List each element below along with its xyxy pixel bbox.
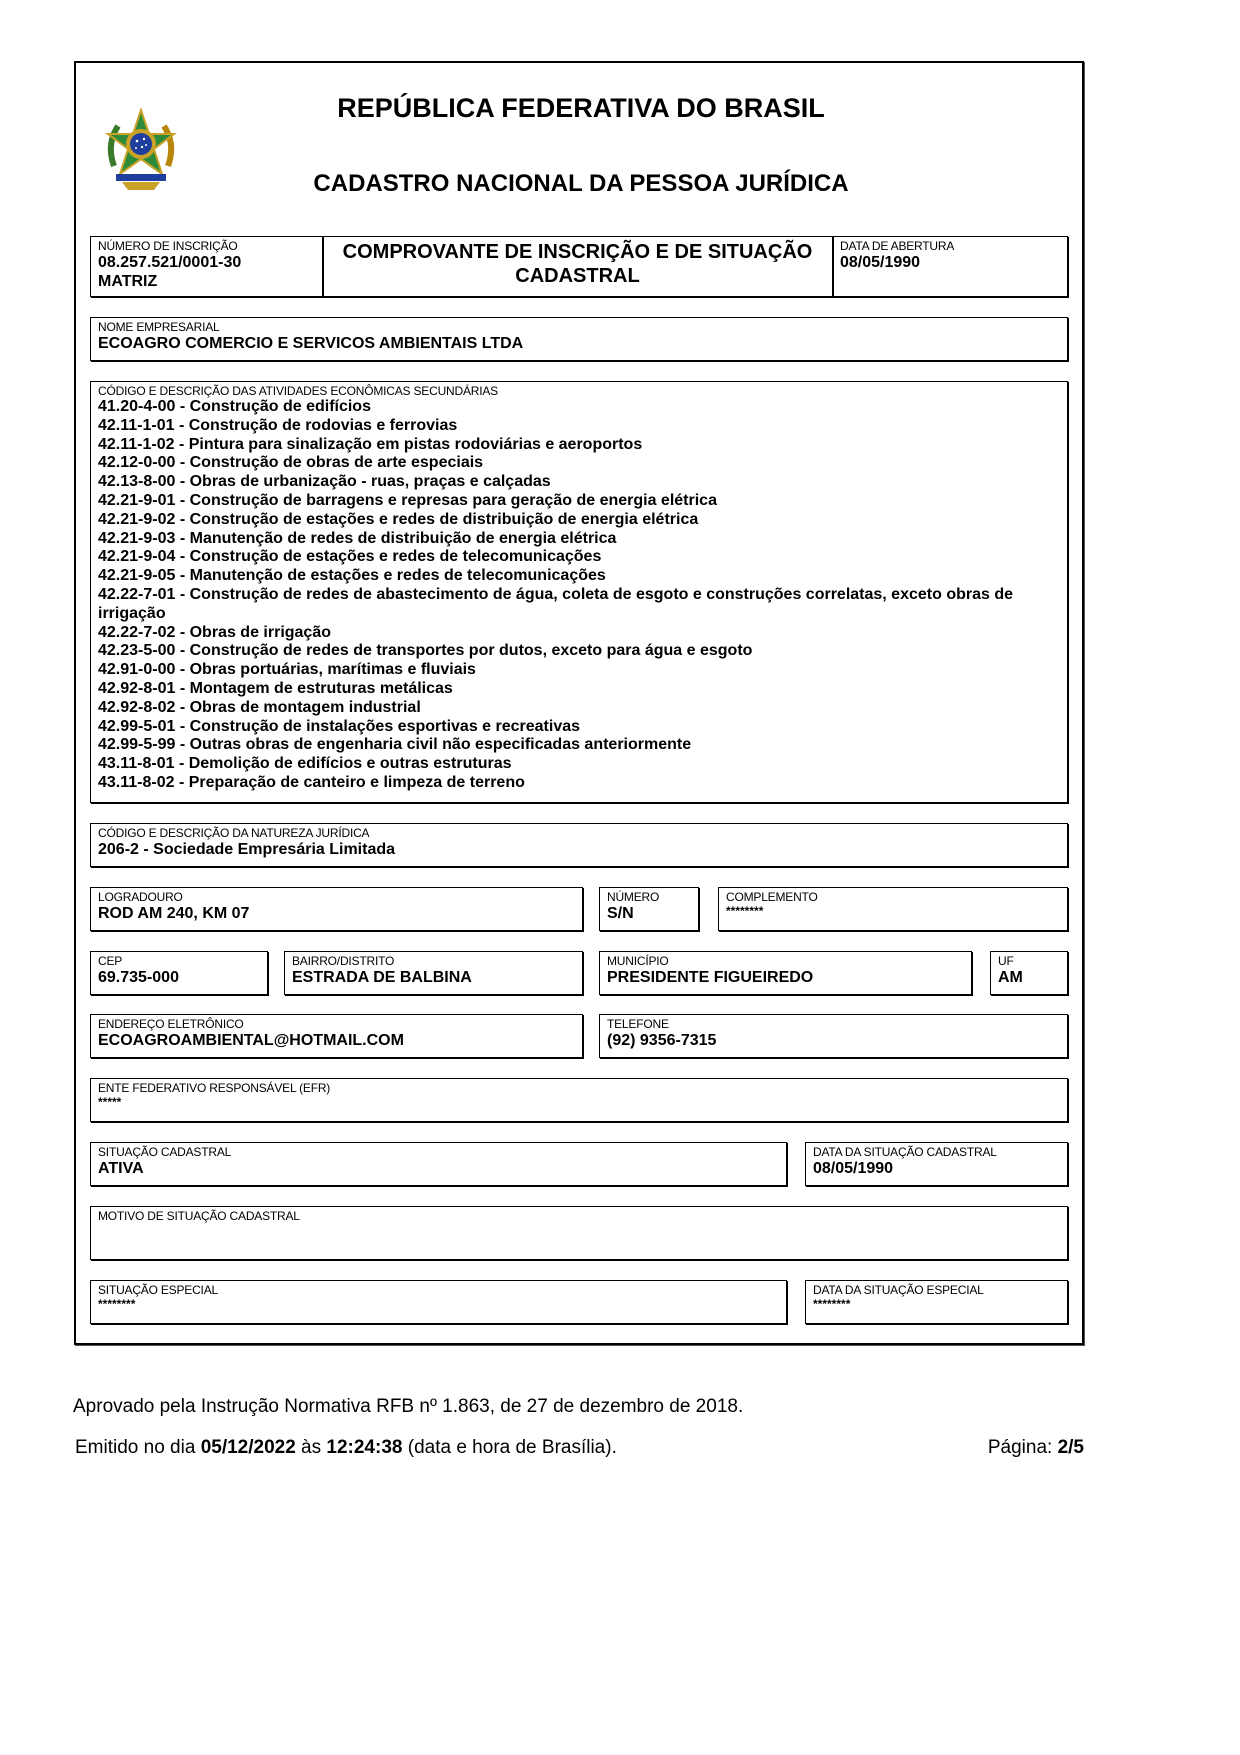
cep-value: 69.735-000 <box>98 969 179 986</box>
bairro-value: ESTRADA DE BALBINA <box>292 969 472 986</box>
logradouro-label: LOGRADOURO <box>98 890 183 904</box>
uf-value: AM <box>998 969 1023 986</box>
cep-box <box>90 951 268 995</box>
data-situacao-especial-box <box>805 1280 1068 1324</box>
nome-empresarial-value: ECOAGRO COMERCIO E SERVICOS AMBIENTAIS LTDA <box>98 335 524 352</box>
data-situacao-especial-value: ******** <box>813 1297 851 1311</box>
list-item: 42.11-1-02 - Pintura para sinalização em pistas rodoviárias e aeroportos <box>98 435 643 453</box>
emitido-data: 05/12/2022 <box>200 1437 296 1458</box>
municipio-label: MUNICÍPIO <box>607 954 669 968</box>
situacao-especial-box <box>90 1280 787 1324</box>
municipio-value: PRESIDENTE FIGUEIREDO <box>607 969 814 986</box>
cep-label: CEP <box>98 954 123 968</box>
list-item: 42.22-7-02 - Obras de irrigação <box>98 623 331 641</box>
emitido-hora: 12:24:38 <box>326 1437 403 1458</box>
situacao-cadastral-box <box>90 1142 787 1186</box>
list-item: 42.92-8-02 - Obras de montagem industrial <box>98 698 421 716</box>
footer-aprovado: Aprovado pela Instrução Normativa RFB nº 1.863, de 27 de dezembro de 2018. <box>73 1396 744 1417</box>
email-value: ECOAGROAMBIENTAL@HOTMAIL.COM <box>98 1032 404 1049</box>
document-frame <box>74 61 1084 1345</box>
list-item: 42.99-5-99 - Outras obras de engenharia civil não especificadas anteriormente <box>98 736 692 754</box>
motivo-situacao-box <box>90 1206 1068 1260</box>
inscricao-box <box>90 236 323 297</box>
natureza-juridica-box <box>90 823 1068 867</box>
page-title: REPÚBLICA FEDERATIVA DO BRASIL <box>337 93 825 123</box>
numero-label: NÚMERO <box>607 890 660 904</box>
list-item: 42.21-9-02 - Construção de estações e redes de distribuição de energia elétrica <box>98 510 699 528</box>
telefone-box <box>599 1014 1068 1058</box>
numero-value: S/N <box>607 905 634 922</box>
complemento-label: COMPLEMENTO <box>726 890 818 904</box>
list-item: 42.21-9-03 - Manutenção de redes de distribuição de energia elétrica <box>98 529 617 547</box>
telefone-label: TELEFONE <box>607 1017 669 1031</box>
efr-label: ENTE FEDERATIVO RESPONSÁVEL (EFR) <box>98 1081 331 1095</box>
comprovante-title-line2: CADASTRAL <box>515 265 640 287</box>
atividades-secundarias-box <box>90 381 1068 803</box>
pagina-label: Página: <box>987 1437 1058 1458</box>
situacao-cadastral-label: SITUAÇÃO CADASTRAL <box>98 1145 232 1159</box>
list-item: 42.11-1-01 - Construção de rodovias e ferrovias <box>98 416 458 434</box>
list-item: 42.99-5-01 - Construção de instalações esportivas e recreativas <box>98 717 581 735</box>
emitido-prefix: Emitido no dia <box>75 1437 201 1458</box>
pagina-value: 2/5 <box>1057 1437 1084 1458</box>
abertura-label: DATA DE ABERTURA <box>840 239 955 253</box>
list-item: 42.23-5-00 - Construção de redes de transportes por dutos, exceto para água e esgoto <box>98 642 753 660</box>
situacao-cadastral-value: ATIVA <box>98 1160 144 1177</box>
complemento-value: ******** <box>726 904 764 918</box>
list-item: 43.11-8-01 - Demolição de edifícios e outras estruturas <box>98 755 512 773</box>
efr-box <box>90 1078 1068 1122</box>
data-situacao-especial-label: DATA DA SITUAÇÃO ESPECIAL <box>813 1283 984 1297</box>
atividades-secundarias-label: CÓDIGO E DESCRIÇÃO DAS ATIVIDADES ECONÔMICAS SECUNDÁRIAS <box>98 384 498 398</box>
list-item: 42.22-7-01 - Construção de redes de abastecimento de água, coleta de esgoto e construções correlatas, exceto obras de irrigação <box>98 585 1013 622</box>
uf-box <box>990 951 1068 995</box>
list-item: 42.21-9-01 - Construção de barragens e represas para geração de energia elétrica <box>98 491 717 509</box>
logradouro-box <box>90 887 583 931</box>
logradouro-value: ROD AM 240, KM 07 <box>98 905 250 922</box>
inscricao-numero: 08.257.521/0001-30 <box>98 254 242 271</box>
list-item: 42.21-9-04 - Construção de estações e redes de telecomunicações <box>98 548 602 566</box>
natureza-juridica-value: 206-2 - Sociedade Empresária Limitada <box>98 841 396 858</box>
situacao-especial-value: ******** <box>98 1297 136 1311</box>
emitido-suffix: (data e hora de Brasília). <box>402 1437 617 1458</box>
municipio-box <box>599 951 972 995</box>
list-item: 42.21-9-05 - Manutenção de estações e redes de telecomunicações <box>98 567 606 585</box>
situacao-especial-label: SITUAÇÃO ESPECIAL <box>98 1283 218 1297</box>
bairro-label: BAIRRO/DISTRITO <box>292 954 395 968</box>
inscricao-tipo: MATRIZ <box>98 273 158 290</box>
bairro-box <box>284 951 583 995</box>
list-item: 42.13-8-00 - Obras de urbanização - ruas, praças e calçadas <box>98 473 551 491</box>
data-situacao-cadastral-box <box>805 1142 1068 1186</box>
list-item: 42.91-0-00 - Obras portuárias, marítimas e fluviais <box>98 661 476 679</box>
numero-box <box>599 887 699 931</box>
emitido-mid: às <box>295 1437 327 1458</box>
data-situacao-cadastral-label: DATA DA SITUAÇÃO CADASTRAL <box>813 1145 997 1159</box>
nome-empresarial-label: NOME EMPRESARIAL <box>98 320 220 334</box>
list-item: 43.11-8-02 - Preparação de canteiro e limpeza de terreno <box>98 773 525 791</box>
abertura-box <box>832 236 1068 297</box>
uf-label: UF <box>998 954 1014 968</box>
natureza-juridica-label: CÓDIGO E DESCRIÇÃO DA NATUREZA JURÍDICA <box>98 826 370 840</box>
list-item: 42.12-0-00 - Construção de obras de arte especiais <box>98 454 484 472</box>
data-situacao-cadastral-value: 08/05/1990 <box>813 1160 894 1177</box>
motivo-situacao-label: MOTIVO DE SITUAÇÃO CADASTRAL <box>98 1209 300 1223</box>
abertura-value: 08/05/1990 <box>840 254 921 271</box>
email-box <box>90 1014 583 1058</box>
telefone-value: (92) 9356-7315 <box>607 1032 717 1049</box>
list-item: 41.20-4-00 - Construção de edifícios <box>98 398 371 415</box>
email-label: ENDEREÇO ELETRÔNICO <box>98 1017 244 1031</box>
atividades-list <box>98 398 1060 793</box>
comprovante-title-line1: COMPROVANTE DE INSCRIÇÃO E DE SITUAÇÃO <box>342 241 813 263</box>
comprovante-box <box>322 236 833 297</box>
complemento-box <box>718 887 1068 931</box>
nome-empresarial-box <box>90 317 1068 361</box>
footer-pagina <box>970 1437 1084 1459</box>
footer-emitido <box>75 1437 617 1459</box>
list-item: 42.92-8-01 - Montagem de estruturas metálicas <box>98 679 453 697</box>
page-subtitle: CADASTRO NACIONAL DA PESSOA JURÍDICA <box>313 170 849 197</box>
efr-value: ***** <box>98 1095 122 1109</box>
inscricao-label: NÚMERO DE INSCRIÇÃO <box>98 239 238 253</box>
